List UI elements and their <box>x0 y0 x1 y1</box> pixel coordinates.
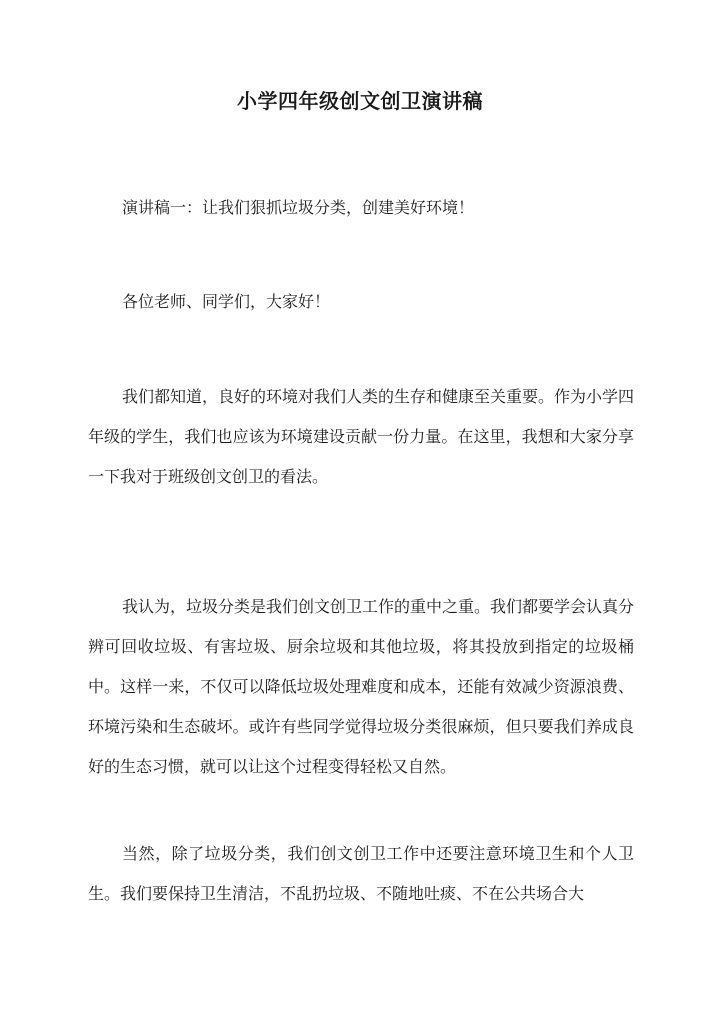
greeting-paragraph: 各位老师、同学们，大家好！ <box>122 292 331 311</box>
garbage-sorting-paragraph: 我认为，垃圾分类是我们创文创卫工作的重中之重。我们都要学会认真分辨可回收垃圾、有害垃圾、厨余垃圾和其他垃圾，将其投放到指定的垃圾桶中。这样一来，不仅可以降低垃圾处理难度和成本，还能有效减少资源浪费、环境污染和生态破坏。或许有些同学觉得垃圾分类很麻烦，但只要我们养成良好的生态习惯，就可以让这个过程变得轻松又自然。 <box>88 597 635 776</box>
speech-heading-paragraph: 演讲稿一：让我们狠抓垃圾分类，创建美好环境！ <box>122 198 475 217</box>
intro-paragraph: 我们都知道，良好的环境对我们人类的生存和健康至关重要。作为小学四年级的学生，我们也应该为环境建设贡献一份力量。在这里，我想和大家分享一下我对于班级创文创卫的看法。 <box>88 387 635 486</box>
hygiene-paragraph: 当然，除了垃圾分类，我们创文创卫工作中还要注意环境卫生和个人卫生。我们要保持卫生清洁，不乱扔垃圾、不随地吐痰、不在公共场合大 <box>88 844 634 903</box>
page-title: 小学四年级创文创卫演讲稿 <box>237 89 483 113</box>
